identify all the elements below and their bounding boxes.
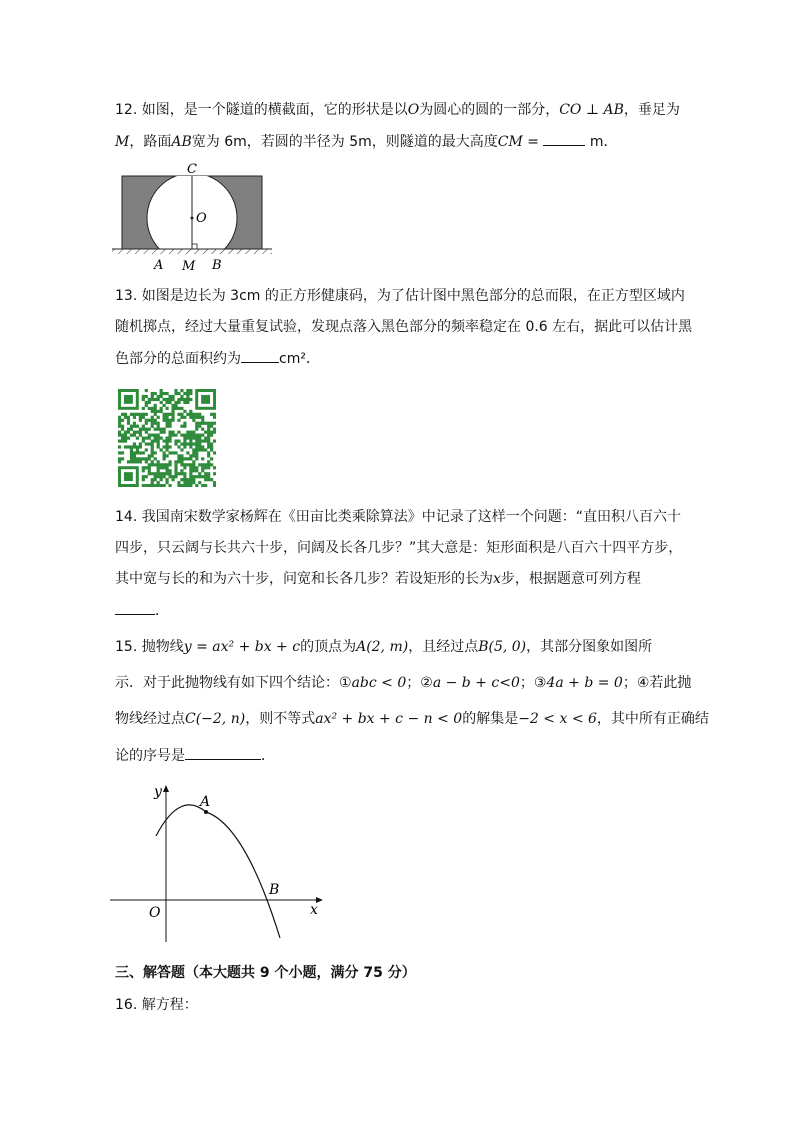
q13-line-2: 随机掷点，经过大量重复试验，发现点落入黑色部分的频率稳定在 0.6 左右，据此可以估计黑 <box>115 319 693 335</box>
q14-line-1: 14. 我国南宋数学家杨辉在《田亩比类乘除算法》中记录了这样一个问题：“直田积八百六十 <box>115 509 681 525</box>
q12-text: m． <box>589 134 618 150</box>
q15-label-B: B <box>269 882 280 898</box>
q15-conclusion-2: a − b + c<0 <box>432 675 520 691</box>
q15-parabola-curve <box>156 805 280 938</box>
q15-label-A: A <box>200 794 211 810</box>
q13-line-3 <box>115 348 320 369</box>
q15-conclusion-1: abc < 0 <box>351 675 407 691</box>
q13-line-1: 13. 如图是边长为 3cm 的正方形健康码，为了估计图中黑色部分的总而限，在正方型区域内 <box>115 288 685 304</box>
q15-conclusion-3: 4a + b = 0 <box>546 675 623 691</box>
q15-text: 15. 抛物线 <box>115 639 184 655</box>
q13-qr-code-image <box>118 389 216 487</box>
q12-center-dot <box>191 217 194 220</box>
q15-point-C: C(−2, n) <box>185 711 246 727</box>
q12-line-1 <box>115 100 680 120</box>
q15-text: 物线经过点 <box>115 711 185 727</box>
q12-line-2 <box>115 131 618 152</box>
q14-text: 步，根据题意可列方程 <box>500 571 641 587</box>
q15-vertex-dot <box>204 810 208 814</box>
q15-text: ；④若此抛 <box>622 675 692 691</box>
q12-text: 宽为 6m，若圆的半径为 5m，则隧道的最大高度 <box>191 134 498 150</box>
q12-CM: CM = <box>497 134 539 150</box>
q15-text: ，且经过点 <box>408 639 479 655</box>
q14-line-3 <box>115 569 641 589</box>
q15-parabola-graph <box>110 780 330 950</box>
q12-label-O: O <box>196 211 207 226</box>
q15-inequality: ax² + bx + c − n < 0 <box>315 711 463 727</box>
q12-AB: AB <box>171 134 192 150</box>
q15-text: ，则不等式 <box>245 711 316 727</box>
q15-text: ，其中所有正确结 <box>596 711 709 727</box>
q15-text: 示．对于此抛物线有如下四个结论：① <box>115 675 352 691</box>
q15-text: ，其部分图象如图所 <box>526 639 653 655</box>
q15-text: 的解集是 <box>462 711 519 727</box>
q12-ground-hatch <box>112 249 272 254</box>
q15-label-y: y <box>154 784 162 800</box>
q15-text: ；② <box>406 675 433 691</box>
q15-solution-set: −2 < x < 6 <box>518 711 597 727</box>
q12-text: 12. 如图，是一个隧道的横截面，它的形状是以 <box>115 102 408 118</box>
q15-point-B: B(5, 0) <box>478 639 527 655</box>
q12-label-A: A <box>154 258 164 273</box>
q15-label-x: x <box>310 902 318 918</box>
q14-line-4 <box>115 600 169 621</box>
q12-text: ，路面 <box>129 134 172 150</box>
q15-line-1 <box>115 637 652 657</box>
q15-text: ． <box>261 748 275 764</box>
q16-prompt: 16. 解方程： <box>115 997 198 1013</box>
q12-label-M: M <box>182 259 196 274</box>
q14-line-2: 四步，只云阔与长共六十步，问阔及长各几步？”其大意是：矩形面积是八百六十四平方步， <box>115 540 683 556</box>
q12-label-B: B <box>212 258 222 273</box>
q13-answer-blank <box>241 348 279 363</box>
q15-text: 的顶点为 <box>300 639 357 655</box>
q12-text: ，垂足为 <box>623 102 680 118</box>
q15-equation: y = ax² + bx + c <box>183 639 301 655</box>
q12-tunnel-figure <box>110 160 280 275</box>
q14-var-x: x <box>493 571 501 587</box>
q15-text: ；③ <box>519 675 547 691</box>
section-3-heading: 三、解答题（本大题共 9 个小题，满分 75 分） <box>115 965 416 981</box>
q12-center-O: O <box>407 102 420 118</box>
q14-answer-blank <box>115 600 155 615</box>
q13-text: 色部分的总面积约为 <box>115 351 241 367</box>
q14-text: 其中宽与长的和为六十步，问宽和长各几步？若设矩形的长为 <box>115 571 493 587</box>
q15-point-A: A(2, m) <box>356 639 409 655</box>
q15-line-4 <box>115 745 275 766</box>
q15-label-O: O <box>149 905 161 921</box>
q12-text: 为圆心的圆的一部分， <box>419 102 560 118</box>
q12-foot-M: M <box>115 134 130 150</box>
q12-label-C: C <box>187 162 197 177</box>
q12-perpendicular: CO ⊥ AB <box>559 102 624 118</box>
q15-line-2 <box>115 673 691 693</box>
q14-text: ． <box>155 603 169 619</box>
q15-line-3 <box>115 709 709 729</box>
q15-answer-blank <box>185 745 261 760</box>
q12-answer-blank <box>543 131 585 146</box>
q15-text: 论的序号是 <box>115 748 185 764</box>
q13-text: cm²． <box>279 351 320 367</box>
